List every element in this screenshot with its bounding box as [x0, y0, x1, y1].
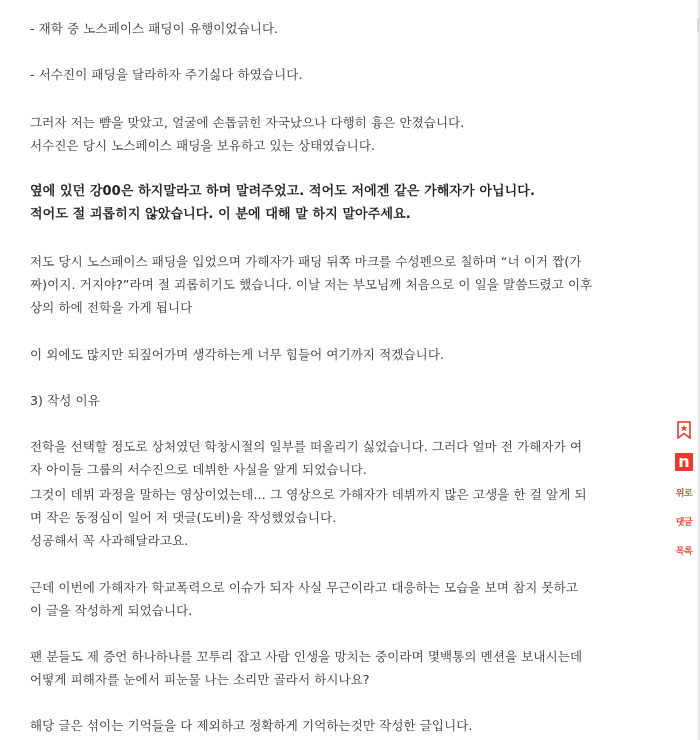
text-line: 서수진은 당시 노스페이스 패딩을 보유하고 있는 상태였습니다. [30, 138, 376, 153]
comments-button[interactable] [671, 509, 697, 533]
text-line: 자 아이들 그룹의 서수진으로 데뷔한 사실을 알게 되었습니다. [30, 462, 367, 477]
text-line: 근데 이번에 가해자가 학교폭력으로 이슈가 되자 사실 무근이라고 대응하는 모습을 보며 참지 못하고 [30, 580, 579, 595]
text-line: 이 글을 작성하게 되었습니다. [30, 603, 193, 618]
text-line: 해당 글은 섞이는 기억들을 다 제외하고 정확하게 기억하는것만 작성한 글입니다. [30, 718, 473, 733]
text-line: 전학을 선택할 정도로 상처였던 학창시절의 일부를 떠올리기 싫었습니다. 그러다 얼마 전 가해자가 여 [30, 439, 583, 454]
naver-share-button[interactable] [671, 450, 697, 474]
text-line: - 재학 중 노스페이스 패딩이 유행이었습니다. [30, 21, 279, 36]
text-line: 팬 분들도 제 증언 하나하나를 꼬투리 잡고 사람 인생을 망치는 중이라며 몇백통의 멘션을 보내시는데 [30, 649, 583, 664]
bold-text-line: 옆에 있던 강00은 하지말라고 하며 말려주었고. 적어도 저에겐 같은 가해자가 아닙니다. [30, 184, 535, 199]
bold-text-line: 적어도 절 괴롭히지 않았습니다. 이 분에 대해 말 하지 말아주세요. [30, 207, 411, 222]
text-line: 그것이 데뷔 과정을 말하는 영상이었는데… 그 영상으로 가해자가 데뷔까지 많은 고생을 한 걸 알게 되 [30, 487, 587, 502]
list-button[interactable] [671, 538, 697, 562]
scroll-top-label: 위로 [675, 488, 693, 499]
scrollbar-thumb[interactable] [689, 18, 700, 32]
text-line: 저도 당시 노스페이스 패딩을 입었으며 가해자가 패딩 뒤쪽 마크를 수성펜으로 칠하며 “너 이거 짭(가 [30, 254, 582, 269]
text-line: 짜)이지. 거지야?”라며 절 괴롭히기도 했습니다. 이날 저는 부모님께 처음으로 이 일을 말씀드렸고 이후 [30, 277, 593, 292]
bookmark-icon [676, 421, 692, 443]
text-line: 상의 하에 전학을 가게 됩니다 [30, 300, 193, 315]
text-line: 며 작은 동정심이 일어 저 댓글(도비)을 작성했었습니다. [30, 510, 337, 525]
list-label: 목록 [675, 546, 693, 557]
naver-label: n [678, 452, 690, 471]
text-line: 그러자 저는 뺨을 맞았고, 얼굴에 손톱긁힌 자국났으나 다행히 흉은 안졌습니다. [30, 115, 465, 130]
naver-icon [675, 453, 693, 471]
text-line: 이 외에도 많지만 되짚어가며 생각하는게 너무 힘들어 여기까지 적겠습니다. [30, 347, 445, 362]
text-line: 성공해서 꼭 사과해달라고요. [30, 533, 189, 548]
scroll-top-button[interactable] [671, 480, 697, 504]
bookmark-button[interactable] [671, 420, 697, 444]
section-heading: 3) 작성 이유 [30, 393, 100, 408]
comments-label: 댓글 [675, 517, 693, 528]
text-line: - 서수진이 패딩을 달라하자 주기싫다 하였습니다. [30, 67, 303, 82]
text-line: 어떻게 피해자를 눈에서 피눈물 나는 소리만 골라서 하시나요? [30, 672, 370, 687]
